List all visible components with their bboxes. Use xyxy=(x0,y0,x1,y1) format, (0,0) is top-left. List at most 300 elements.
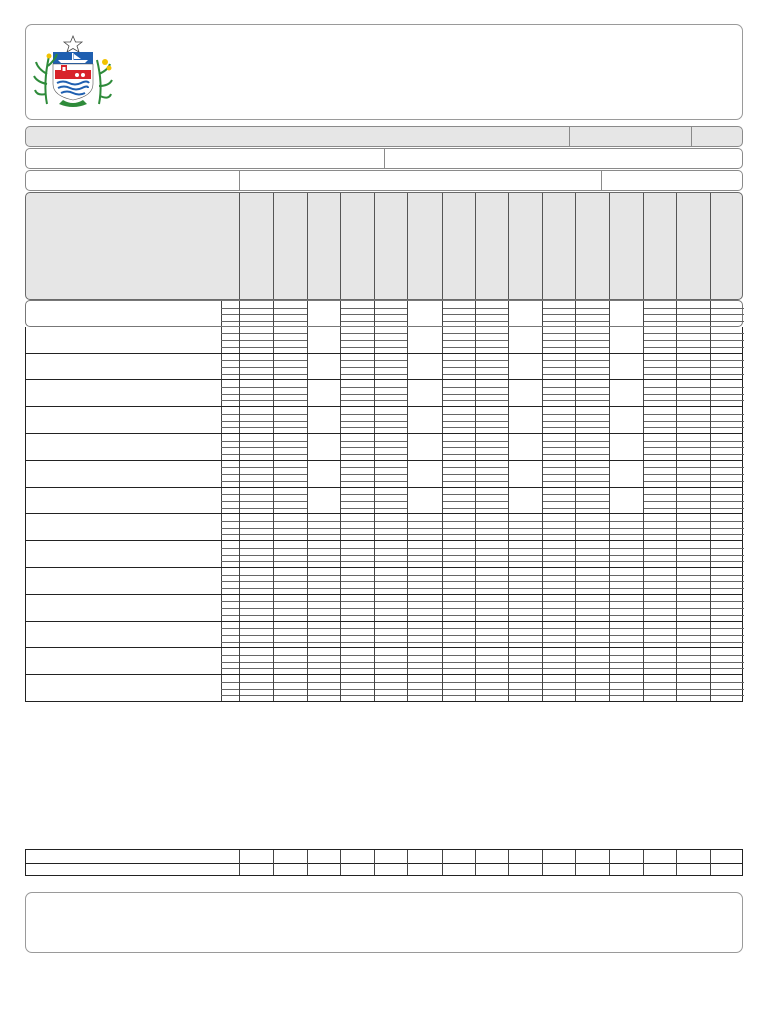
totals-cell[interactable] xyxy=(273,850,307,875)
grade-cell[interactable] xyxy=(475,407,508,433)
grade-cell[interactable] xyxy=(340,434,374,460)
grade-cell[interactable] xyxy=(575,675,609,701)
grade-cell[interactable] xyxy=(407,354,442,380)
grade-cell[interactable] xyxy=(643,514,676,540)
grade-cell[interactable] xyxy=(609,488,643,514)
grade-cell[interactable] xyxy=(643,301,676,326)
grade-subline xyxy=(677,581,711,582)
grade-cell[interactable] xyxy=(239,648,273,674)
grade-cell[interactable] xyxy=(643,380,676,406)
grade-cell[interactable] xyxy=(407,380,442,406)
grade-cell[interactable] xyxy=(609,407,643,433)
grade-cell[interactable] xyxy=(307,327,340,353)
grade-cell[interactable] xyxy=(239,407,273,433)
grade-cell[interactable] xyxy=(508,488,542,514)
grade-cell[interactable] xyxy=(575,488,609,514)
number-subline xyxy=(221,441,239,442)
grade-cell[interactable] xyxy=(374,648,407,674)
grade-cell[interactable] xyxy=(475,541,508,567)
grade-cell[interactable] xyxy=(475,568,508,594)
grade-cell[interactable] xyxy=(609,622,643,648)
grade-cell[interactable] xyxy=(575,434,609,460)
grade-cell[interactable] xyxy=(508,568,542,594)
grade-cell[interactable] xyxy=(676,648,710,674)
grade-subline xyxy=(476,508,509,509)
grade-cell[interactable] xyxy=(508,675,542,701)
grade-cell[interactable] xyxy=(307,622,340,648)
info-row-divider xyxy=(384,149,385,168)
totals-cell[interactable] xyxy=(508,850,542,875)
grade-cell[interactable] xyxy=(407,648,442,674)
grade-cell[interactable] xyxy=(340,622,374,648)
grade-cell[interactable] xyxy=(542,514,575,540)
grade-cell[interactable] xyxy=(475,354,508,380)
grade-cell[interactable] xyxy=(676,568,710,594)
grade-cell[interactable] xyxy=(643,434,676,460)
grade-cell[interactable] xyxy=(239,301,273,326)
grade-cell[interactable] xyxy=(609,595,643,621)
grade-cell[interactable] xyxy=(340,595,374,621)
grade-cell[interactable] xyxy=(575,301,609,326)
grade-cell[interactable] xyxy=(273,380,307,406)
grade-cell[interactable] xyxy=(542,327,575,353)
grade-subline xyxy=(408,615,443,616)
grade-subline xyxy=(644,615,677,616)
grade-cell[interactable] xyxy=(273,622,307,648)
grade-cell[interactable] xyxy=(340,301,374,326)
grade-cell[interactable] xyxy=(273,488,307,514)
grade-cell[interactable] xyxy=(676,354,710,380)
totals-cell[interactable] xyxy=(340,850,374,875)
grade-cell[interactable] xyxy=(442,595,475,621)
grade-cell[interactable] xyxy=(542,648,575,674)
grade-cell[interactable] xyxy=(643,461,676,487)
grade-cell[interactable] xyxy=(609,568,643,594)
grade-cell[interactable] xyxy=(609,675,643,701)
grade-subline xyxy=(240,427,274,428)
grade-subline xyxy=(341,601,375,602)
grade-cell[interactable] xyxy=(508,648,542,674)
grade-cell[interactable] xyxy=(643,407,676,433)
grade-cell[interactable] xyxy=(475,461,508,487)
grade-cell[interactable] xyxy=(340,541,374,567)
grade-subline xyxy=(274,400,308,401)
grade-cell[interactable] xyxy=(475,301,508,326)
grade-subline xyxy=(274,615,308,616)
grade-cell[interactable] xyxy=(575,568,609,594)
grade-cell[interactable] xyxy=(374,488,407,514)
grade-cell[interactable] xyxy=(307,675,340,701)
grade-cell[interactable] xyxy=(542,568,575,594)
grade-cell[interactable] xyxy=(609,514,643,540)
grade-subline xyxy=(677,400,711,401)
grade-cell[interactable] xyxy=(442,434,475,460)
grade-cell[interactable] xyxy=(542,488,575,514)
grade-cell[interactable] xyxy=(475,648,508,674)
grade-cell[interactable] xyxy=(307,514,340,540)
grade-cell[interactable] xyxy=(340,380,374,406)
column-header-cell xyxy=(575,193,610,299)
grade-cell[interactable] xyxy=(710,461,743,487)
grade-cell[interactable] xyxy=(609,380,643,406)
grade-cell[interactable] xyxy=(542,301,575,326)
grade-cell[interactable] xyxy=(542,434,575,460)
grade-cell[interactable] xyxy=(475,488,508,514)
grade-subline xyxy=(476,655,509,656)
grade-cell[interactable] xyxy=(575,514,609,540)
grade-subline xyxy=(677,367,711,368)
grade-subline xyxy=(509,668,543,669)
grade-cell[interactable] xyxy=(407,301,442,326)
grade-cell[interactable] xyxy=(340,675,374,701)
grade-cell[interactable] xyxy=(374,354,407,380)
totals-cell[interactable] xyxy=(575,850,609,875)
grade-cell[interactable] xyxy=(239,595,273,621)
grade-cell[interactable] xyxy=(676,407,710,433)
grade-cell[interactable] xyxy=(609,301,643,326)
column-header-cell xyxy=(307,193,341,299)
grade-subline xyxy=(576,521,610,522)
grade-cell[interactable] xyxy=(710,595,743,621)
grade-cell[interactable] xyxy=(273,434,307,460)
grade-subline xyxy=(677,494,711,495)
grade-cell[interactable] xyxy=(676,488,710,514)
totals-cell[interactable] xyxy=(307,850,340,875)
grade-cell[interactable] xyxy=(575,622,609,648)
grade-subline xyxy=(476,447,509,448)
grade-cell[interactable] xyxy=(374,541,407,567)
grade-subline xyxy=(543,474,576,475)
number-subline xyxy=(221,367,239,368)
grade-cell[interactable] xyxy=(710,380,743,406)
totals-cell[interactable] xyxy=(609,850,643,875)
grade-cell[interactable] xyxy=(542,461,575,487)
grade-cell[interactable] xyxy=(407,541,442,567)
totals-table xyxy=(25,849,743,876)
grade-subline xyxy=(443,367,476,368)
grade-subline xyxy=(476,501,509,502)
grade-cell[interactable] xyxy=(710,407,743,433)
grade-cell[interactable] xyxy=(442,461,475,487)
grade-cell[interactable] xyxy=(508,354,542,380)
number-subline xyxy=(221,360,239,361)
grade-cell[interactable] xyxy=(643,622,676,648)
totals-cell[interactable] xyxy=(407,850,442,875)
grade-cell[interactable] xyxy=(407,461,442,487)
grade-cell[interactable] xyxy=(273,648,307,674)
grade-cell[interactable] xyxy=(710,541,743,567)
grade-cell[interactable] xyxy=(442,301,475,326)
grade-cell[interactable] xyxy=(710,434,743,460)
grade-cell[interactable] xyxy=(340,327,374,353)
grade-subline xyxy=(644,548,677,549)
grade-cell[interactable] xyxy=(374,434,407,460)
grade-cell[interactable] xyxy=(575,595,609,621)
grade-cell[interactable] xyxy=(307,434,340,460)
grade-subline xyxy=(240,414,274,415)
grade-cell[interactable] xyxy=(273,514,307,540)
grade-cell[interactable] xyxy=(508,407,542,433)
grade-subline xyxy=(711,454,744,455)
totals-cell[interactable] xyxy=(475,850,508,875)
grade-cell[interactable] xyxy=(442,648,475,674)
grade-cell[interactable] xyxy=(273,407,307,433)
grade-cell[interactable] xyxy=(374,568,407,594)
grade-cell[interactable] xyxy=(273,595,307,621)
grade-cell[interactable] xyxy=(676,675,710,701)
grade-cell[interactable] xyxy=(273,461,307,487)
totals-cell[interactable] xyxy=(442,850,475,875)
grade-cell[interactable] xyxy=(407,622,442,648)
grade-cell[interactable] xyxy=(609,354,643,380)
grade-cell[interactable] xyxy=(442,488,475,514)
grade-subline xyxy=(543,441,576,442)
grade-cell[interactable] xyxy=(442,407,475,433)
grade-cell[interactable] xyxy=(710,568,743,594)
grade-cell[interactable] xyxy=(307,380,340,406)
grade-cell[interactable] xyxy=(239,461,273,487)
grade-cell[interactable] xyxy=(676,622,710,648)
grade-cell[interactable] xyxy=(475,595,508,621)
grade-cell[interactable] xyxy=(273,568,307,594)
grade-cell[interactable] xyxy=(643,327,676,353)
grade-cell[interactable] xyxy=(239,514,273,540)
grade-cell[interactable] xyxy=(508,595,542,621)
grade-cell[interactable] xyxy=(273,354,307,380)
grade-cell[interactable] xyxy=(407,327,442,353)
grade-cell[interactable] xyxy=(442,514,475,540)
grade-subline xyxy=(711,374,744,375)
number-subline xyxy=(221,347,239,348)
grade-cell[interactable] xyxy=(407,595,442,621)
grade-cell[interactable] xyxy=(407,568,442,594)
grade-cell[interactable] xyxy=(340,407,374,433)
grade-subline xyxy=(240,548,274,549)
grade-cell[interactable] xyxy=(575,407,609,433)
grade-cell[interactable] xyxy=(442,622,475,648)
grade-cell[interactable] xyxy=(374,301,407,326)
grade-cell[interactable] xyxy=(273,301,307,326)
grade-cell[interactable] xyxy=(575,648,609,674)
grade-subline xyxy=(308,608,341,609)
grade-cell[interactable] xyxy=(340,354,374,380)
grade-cell[interactable] xyxy=(508,327,542,353)
grade-cell[interactable] xyxy=(239,327,273,353)
grade-cell[interactable] xyxy=(575,327,609,353)
grade-subline xyxy=(476,340,509,341)
grade-cell[interactable] xyxy=(239,380,273,406)
grade-cell[interactable] xyxy=(407,407,442,433)
grade-subline xyxy=(644,501,677,502)
grade-subline xyxy=(509,528,543,529)
grade-cell[interactable] xyxy=(239,434,273,460)
grade-cell[interactable] xyxy=(643,488,676,514)
grade-cell[interactable] xyxy=(475,514,508,540)
grade-cell[interactable] xyxy=(609,541,643,567)
grade-cell[interactable] xyxy=(508,514,542,540)
grade-cell[interactable] xyxy=(442,568,475,594)
grade-cell[interactable] xyxy=(475,380,508,406)
grade-cell[interactable] xyxy=(374,327,407,353)
grade-cell[interactable] xyxy=(542,622,575,648)
grade-cell[interactable] xyxy=(609,648,643,674)
grade-subline xyxy=(274,689,308,690)
number-subline xyxy=(221,394,239,395)
grade-cell[interactable] xyxy=(643,595,676,621)
grade-cell[interactable] xyxy=(542,595,575,621)
grade-cell[interactable] xyxy=(407,675,442,701)
grade-cell[interactable] xyxy=(508,380,542,406)
grade-cell[interactable] xyxy=(643,354,676,380)
grade-subline xyxy=(274,561,308,562)
grade-cell[interactable] xyxy=(676,461,710,487)
grade-subline xyxy=(274,387,308,388)
grade-cell[interactable] xyxy=(542,354,575,380)
grade-subline xyxy=(341,668,375,669)
grade-cell[interactable] xyxy=(575,461,609,487)
grade-cell[interactable] xyxy=(374,514,407,540)
totals-cell[interactable] xyxy=(374,850,407,875)
grade-cell[interactable] xyxy=(643,648,676,674)
grade-cell[interactable] xyxy=(374,461,407,487)
grade-cell[interactable] xyxy=(676,301,710,326)
grade-cell[interactable] xyxy=(239,675,273,701)
grade-cell[interactable] xyxy=(676,434,710,460)
grade-cell[interactable] xyxy=(374,380,407,406)
grade-cell[interactable] xyxy=(442,354,475,380)
grade-cell[interactable] xyxy=(407,434,442,460)
grade-cell[interactable] xyxy=(508,301,542,326)
grade-cell[interactable] xyxy=(307,541,340,567)
grade-cell[interactable] xyxy=(710,488,743,514)
grade-subline xyxy=(476,314,509,315)
grade-cell[interactable] xyxy=(307,461,340,487)
grade-cell[interactable] xyxy=(239,488,273,514)
grade-subline xyxy=(375,374,408,375)
grade-cell[interactable] xyxy=(442,380,475,406)
grade-cell[interactable] xyxy=(542,407,575,433)
grade-cell[interactable] xyxy=(475,622,508,648)
grade-subline xyxy=(375,421,408,422)
grade-cell[interactable] xyxy=(710,675,743,701)
grade-cell[interactable] xyxy=(575,541,609,567)
grade-subline xyxy=(341,588,375,589)
grade-cell[interactable] xyxy=(676,595,710,621)
grade-cell[interactable] xyxy=(407,514,442,540)
grade-cell[interactable] xyxy=(442,327,475,353)
grade-subline xyxy=(443,481,476,482)
grade-subline xyxy=(644,655,677,656)
totals-cell[interactable] xyxy=(643,850,676,875)
grade-cell[interactable] xyxy=(340,514,374,540)
grade-subline xyxy=(375,427,408,428)
grade-cell[interactable] xyxy=(374,622,407,648)
grade-cell[interactable] xyxy=(609,461,643,487)
grade-cell[interactable] xyxy=(307,568,340,594)
grade-cell[interactable] xyxy=(710,327,743,353)
grade-cell[interactable] xyxy=(307,488,340,514)
totals-cell[interactable] xyxy=(239,850,273,875)
grade-cell[interactable] xyxy=(340,488,374,514)
grade-subline xyxy=(341,528,375,529)
grade-cell[interactable] xyxy=(374,595,407,621)
grade-cell[interactable] xyxy=(273,327,307,353)
grade-cell[interactable] xyxy=(710,514,743,540)
grade-subline xyxy=(274,575,308,576)
grade-cell[interactable] xyxy=(710,301,743,326)
grade-subline xyxy=(610,635,644,636)
grade-cell[interactable] xyxy=(643,675,676,701)
grade-cell[interactable] xyxy=(307,648,340,674)
grade-cell[interactable] xyxy=(475,434,508,460)
table-row xyxy=(25,354,743,381)
grade-subline xyxy=(274,427,308,428)
grade-cell[interactable] xyxy=(676,514,710,540)
grade-cell[interactable] xyxy=(575,380,609,406)
grade-subline xyxy=(443,333,476,334)
grade-cell[interactable] xyxy=(676,380,710,406)
totals-cell[interactable] xyxy=(542,850,575,875)
grade-subline xyxy=(476,454,509,455)
grade-cell[interactable] xyxy=(340,461,374,487)
grade-cell[interactable] xyxy=(374,675,407,701)
totals-cell[interactable] xyxy=(710,850,743,875)
grade-cell[interactable] xyxy=(442,675,475,701)
grade-cell[interactable] xyxy=(307,354,340,380)
grade-cell[interactable] xyxy=(643,541,676,567)
grade-subline xyxy=(341,394,375,395)
grade-subline xyxy=(644,321,677,322)
grade-cell[interactable] xyxy=(508,541,542,567)
grade-cell[interactable] xyxy=(475,675,508,701)
grade-cell[interactable] xyxy=(475,327,508,353)
grade-cell[interactable] xyxy=(609,434,643,460)
grade-cell[interactable] xyxy=(676,541,710,567)
grade-cell[interactable] xyxy=(239,354,273,380)
grade-cell[interactable] xyxy=(710,354,743,380)
grade-subline xyxy=(274,481,308,482)
grade-cell[interactable] xyxy=(542,380,575,406)
grade-cell[interactable] xyxy=(307,407,340,433)
grade-cell[interactable] xyxy=(542,541,575,567)
grade-cell[interactable] xyxy=(508,434,542,460)
grade-cell[interactable] xyxy=(676,327,710,353)
grade-cell[interactable] xyxy=(442,541,475,567)
grade-cell[interactable] xyxy=(609,327,643,353)
grade-cell[interactable] xyxy=(575,354,609,380)
grade-cell[interactable] xyxy=(542,675,575,701)
grade-cell[interactable] xyxy=(340,648,374,674)
grade-cell[interactable] xyxy=(307,595,340,621)
grade-cell[interactable] xyxy=(407,488,442,514)
grade-cell[interactable] xyxy=(239,622,273,648)
totals-cell[interactable] xyxy=(676,850,710,875)
grade-cell[interactable] xyxy=(239,541,273,567)
grade-cell[interactable] xyxy=(239,568,273,594)
grade-cell[interactable] xyxy=(273,675,307,701)
grade-cell[interactable] xyxy=(508,622,542,648)
grade-cell[interactable] xyxy=(273,541,307,567)
grade-cell[interactable] xyxy=(710,648,743,674)
grade-cell[interactable] xyxy=(374,407,407,433)
grade-cell[interactable] xyxy=(508,461,542,487)
grade-cell[interactable] xyxy=(307,301,340,326)
info-row-divider xyxy=(601,171,602,190)
grade-subline xyxy=(576,340,610,341)
grade-cell[interactable] xyxy=(340,568,374,594)
grade-cell[interactable] xyxy=(643,568,676,594)
grade-cell[interactable] xyxy=(710,622,743,648)
